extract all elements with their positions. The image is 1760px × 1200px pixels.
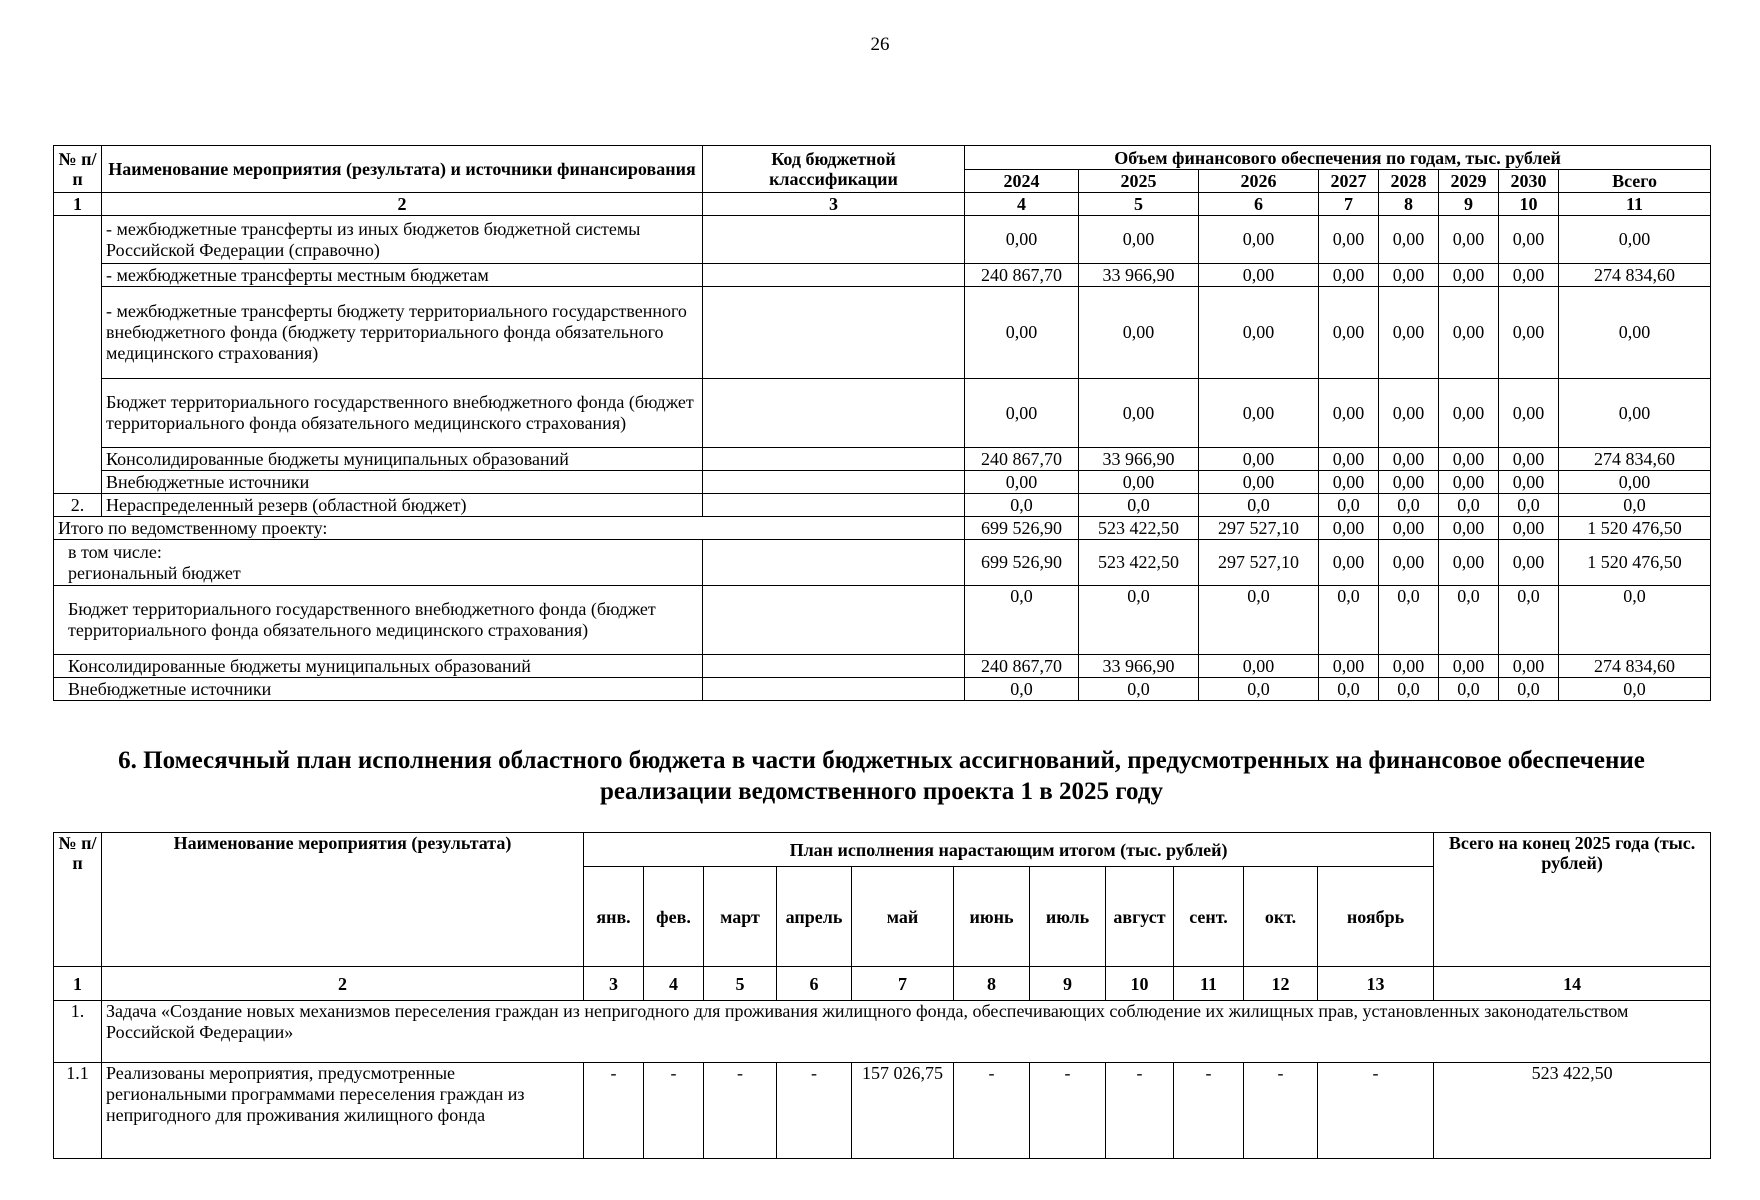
subtotal-name: Консолидированные бюджеты муниципальных образований	[54, 655, 703, 678]
section-6-title: 6. Помесячный план исполнения областного бюджета в части бюджетных ассигнований, предусмотренных на финансовое обеспечение реализации ведомственного проекта 1 в 2025 году	[118, 747, 1645, 805]
subtotal-value: 0,00	[1439, 655, 1499, 678]
col-number: 11	[1559, 193, 1711, 216]
month-value: -	[1030, 1063, 1106, 1159]
table-row	[54, 216, 1711, 264]
row-value: 33 966,90	[1079, 264, 1199, 287]
subtotal-value: 0,00	[1499, 540, 1559, 586]
subtotal-value: 0,0	[1379, 586, 1439, 655]
table-row	[54, 287, 1711, 379]
total-value: 0,00	[1499, 517, 1559, 540]
row-code	[703, 264, 965, 287]
month-value: -	[1106, 1063, 1174, 1159]
task-row	[54, 1001, 1711, 1063]
subtotal-name: в том числе: региональный бюджет	[54, 540, 703, 586]
header-year: 2027	[1319, 170, 1379, 193]
row-value: 0,00	[1439, 448, 1499, 471]
subtotal-value: 0,0	[1559, 678, 1711, 701]
row-value: 0,0	[1379, 494, 1439, 517]
row-value: 0,00	[1379, 379, 1439, 448]
col-number: 2	[102, 193, 703, 216]
total-value: 699 526,90	[965, 517, 1079, 540]
subtotal-value: 0,0	[1079, 678, 1199, 701]
col-number: 4	[965, 193, 1079, 216]
row-value: 0,00	[1559, 379, 1711, 448]
row-value: 0,00	[965, 471, 1079, 494]
row-value: 274 834,60	[1559, 264, 1711, 287]
col-number: 4	[644, 967, 704, 1001]
col-number: 6	[1199, 193, 1319, 216]
row-value: 0,00	[1199, 287, 1319, 379]
table-row	[54, 264, 1711, 287]
row-value: 0,00	[1559, 216, 1711, 264]
col-number: 2	[102, 967, 584, 1001]
header-num: № п/п	[54, 146, 102, 193]
header-month: май	[852, 867, 954, 967]
col-number: 12	[1244, 967, 1318, 1001]
month-value: -	[704, 1063, 777, 1159]
header-year: 2026	[1199, 170, 1319, 193]
row-value: 0,00	[1379, 264, 1439, 287]
col-number: 5	[704, 967, 777, 1001]
subtotal-value: 0,0	[1319, 586, 1379, 655]
month-value: -	[1318, 1063, 1434, 1159]
subtotal-value: 0,0	[1499, 586, 1559, 655]
page-number: 26	[870, 34, 890, 55]
row-code	[703, 287, 965, 379]
subtotal-value: 0,0	[965, 586, 1079, 655]
subtotal-value: 523 422,50	[1079, 540, 1199, 586]
row-code	[703, 586, 965, 655]
subtotal-row	[54, 678, 1711, 701]
row-code	[703, 379, 965, 448]
row-value: 0,00	[1199, 264, 1319, 287]
row-value: 0,0	[1199, 494, 1319, 517]
subtotal-value: 0,0	[1379, 678, 1439, 701]
row-name: - межбюджетные трансферты местным бюджетам	[102, 264, 703, 287]
row-value: 0,00	[1439, 471, 1499, 494]
row-name: - межбюджетные трансферты бюджету территориального государственного внебюджетного фонда (бюджету территориального фонда обязательного медицинского страхования)	[102, 287, 703, 379]
row-code	[703, 540, 965, 586]
table-row	[54, 379, 1711, 448]
subtotal-value: 240 867,70	[965, 655, 1079, 678]
col-number: 13	[1318, 967, 1434, 1001]
subtotal-value: 699 526,90	[965, 540, 1079, 586]
row-value: 0,00	[1499, 264, 1559, 287]
row-value: 0,00	[1499, 379, 1559, 448]
month-value: 157 026,75	[852, 1063, 954, 1159]
subtotal-value: 0,00	[1379, 655, 1439, 678]
row-value: 0,0	[1439, 494, 1499, 517]
monthly-plan-table	[53, 832, 1711, 1159]
row-value: 0,00	[1079, 216, 1199, 264]
row-value: 0,0	[1499, 494, 1559, 517]
header-month: март	[704, 867, 777, 967]
header-month: сент.	[1174, 867, 1244, 967]
row-value: 0,00	[1439, 216, 1499, 264]
col-number: 3	[584, 967, 644, 1001]
subtotal-value: 0,00	[1439, 540, 1499, 586]
subtotal-value: 0,00	[1379, 540, 1439, 586]
row-value: 0,00	[1439, 287, 1499, 379]
item-num: 1.1	[54, 1063, 102, 1159]
table-row	[54, 448, 1711, 471]
row-value: 0,00	[1199, 471, 1319, 494]
row-value: 0,0	[965, 494, 1079, 517]
subtotal-value: 0,00	[1319, 540, 1379, 586]
col-number: 9	[1439, 193, 1499, 216]
row-value: 0,00	[1319, 264, 1379, 287]
subtotal-value: 0,00	[1319, 655, 1379, 678]
row-value: 33 966,90	[1079, 448, 1199, 471]
table-row	[54, 494, 1711, 517]
row-value: 0,00	[1079, 471, 1199, 494]
col-number: 8	[1379, 193, 1439, 216]
row-value: 0,00	[1499, 448, 1559, 471]
header-month: фев.	[644, 867, 704, 967]
header-year: 2025	[1079, 170, 1199, 193]
row-name: Нераспределенный резерв (областной бюджет)	[102, 494, 703, 517]
subtotal-value: 0,0	[965, 678, 1079, 701]
total-value: 0,00	[1379, 517, 1439, 540]
header-year: 2029	[1439, 170, 1499, 193]
row-value: 0,00	[1439, 379, 1499, 448]
total-row	[54, 517, 1711, 540]
table-row	[54, 471, 1711, 494]
column-numbers-row	[54, 967, 1711, 1001]
subtotal-row	[54, 655, 1711, 678]
col-number: 6	[777, 967, 852, 1001]
col-number: 7	[852, 967, 954, 1001]
row-value: 0,0	[1079, 494, 1199, 517]
month-value: -	[1174, 1063, 1244, 1159]
header-name: Наименование мероприятия (результата) и источники финансирования	[102, 146, 703, 193]
year-total-value: 523 422,50	[1434, 1063, 1711, 1159]
header-month: ноябрь	[1318, 867, 1434, 967]
header-name: Наименование мероприятия (результата)	[102, 833, 584, 967]
row-num: 2.	[54, 494, 102, 517]
header-year: 2024	[965, 170, 1079, 193]
row-code	[703, 494, 965, 517]
row-value: 0,00	[1199, 448, 1319, 471]
row-value: 0,00	[1439, 264, 1499, 287]
header-volume: Объем финансового обеспечения по годам, тыс. рублей	[965, 146, 1711, 170]
header-total: Всего	[1559, 170, 1711, 193]
total-value: 523 422,50	[1079, 517, 1199, 540]
row-value: 0,00	[1499, 216, 1559, 264]
col-number: 1	[54, 967, 102, 1001]
col-number: 8	[954, 967, 1030, 1001]
col-number: 1	[54, 193, 102, 216]
task-text: Задача «Создание новых механизмов переселения граждан из непригодного для проживания жилищного фонда, обеспечивающих соблюдение их жилищных прав, установленных законодательством Российской Федерации»	[102, 1001, 1711, 1063]
row-value: 0,00	[965, 216, 1079, 264]
row-value: 240 867,70	[965, 448, 1079, 471]
col-number: 7	[1319, 193, 1379, 216]
header-month: окт.	[1244, 867, 1318, 967]
row-value: 0,00	[1379, 448, 1439, 471]
header-year: 2028	[1379, 170, 1439, 193]
subtotal-value: 0,0	[1199, 678, 1319, 701]
row-value: 240 867,70	[965, 264, 1079, 287]
row-value: 0,00	[1199, 216, 1319, 264]
col-number: 9	[1030, 967, 1106, 1001]
row-value: 0,00	[1319, 216, 1379, 264]
row-value: 0,00	[1379, 287, 1439, 379]
subtotal-value: 0,00	[1499, 655, 1559, 678]
row-code	[703, 471, 965, 494]
subtotal-value: 33 966,90	[1079, 655, 1199, 678]
header-code: Код бюджетной классификации	[703, 146, 965, 193]
total-value: 0,00	[1319, 517, 1379, 540]
row-code	[703, 655, 965, 678]
row-value: 0,00	[965, 287, 1079, 379]
subtotal-row	[54, 586, 1711, 655]
financing-table	[53, 145, 1711, 701]
col-number: 14	[1434, 967, 1711, 1001]
subtotal-value: 0,0	[1319, 678, 1379, 701]
subtotal-row	[54, 540, 1711, 586]
row-value: 0,00	[1559, 287, 1711, 379]
subtotal-value: 0,00	[1199, 655, 1319, 678]
month-value: -	[1244, 1063, 1318, 1159]
row-name: Бюджет территориального государственного внебюджетного фонда (бюджет территориального фонда обязательного медицинского страхования)	[102, 379, 703, 448]
row-code	[703, 216, 965, 264]
subtotal-value: 274 834,60	[1559, 655, 1711, 678]
col-number: 10	[1499, 193, 1559, 216]
subtotal-value: 0,0	[1439, 586, 1499, 655]
header-plan: План исполнения нарастающим итогом (тыс. рублей)	[584, 833, 1434, 867]
row-name: Внебюджетные источники	[102, 471, 703, 494]
row-value: 0,00	[1379, 471, 1439, 494]
col-number: 3	[703, 193, 965, 216]
header-month: апрель	[777, 867, 852, 967]
task-num: 1.	[54, 1001, 102, 1063]
subtotal-value: 1 520 476,50	[1559, 540, 1711, 586]
subtotal-value: 0,0	[1439, 678, 1499, 701]
row-name: Консолидированные бюджеты муниципальных образований	[102, 448, 703, 471]
row-value: 0,00	[1379, 216, 1439, 264]
row-value: 0,00	[1319, 287, 1379, 379]
row-num	[54, 216, 102, 494]
item-row	[54, 1063, 1711, 1159]
row-value: 0,00	[965, 379, 1079, 448]
row-value: 0,00	[1319, 379, 1379, 448]
row-value: 0,00	[1499, 287, 1559, 379]
subtotal-value: 0,0	[1559, 586, 1711, 655]
subtotal-name: Внебюджетные источники	[54, 678, 703, 701]
row-value: 0,0	[1319, 494, 1379, 517]
total-value: 0,00	[1439, 517, 1499, 540]
row-value: 0,00	[1079, 287, 1199, 379]
row-value: 0,00	[1499, 471, 1559, 494]
col-number: 5	[1079, 193, 1199, 216]
item-name: Реализованы мероприятия, предусмотренные региональными программами переселения граждан из непригодного для проживания жилищного фонда	[102, 1063, 584, 1159]
month-value: -	[644, 1063, 704, 1159]
header-month: янв.	[584, 867, 644, 967]
row-value: 0,00	[1319, 448, 1379, 471]
month-value: -	[954, 1063, 1030, 1159]
header-month: июль	[1030, 867, 1106, 967]
subtotal-value: 0,0	[1199, 586, 1319, 655]
total-label: Итого по ведомственному проекту:	[54, 517, 965, 540]
row-value: 0,00	[1199, 379, 1319, 448]
header-year: 2030	[1499, 170, 1559, 193]
row-value: 0,00	[1319, 471, 1379, 494]
column-numbers-row	[54, 193, 1711, 216]
col-number: 11	[1174, 967, 1244, 1001]
month-value: -	[584, 1063, 644, 1159]
header-year-total: Всего на конец 2025 года (тыс. рублей)	[1434, 833, 1711, 967]
subtotal-value: 0,0	[1079, 586, 1199, 655]
subtotal-value: 0,0	[1499, 678, 1559, 701]
col-number: 10	[1106, 967, 1174, 1001]
subtotal-name: Бюджет территориального государственного внебюджетного фонда (бюджет территориального фонда обязательного медицинского страхования)	[54, 586, 703, 655]
month-value: -	[777, 1063, 852, 1159]
header-month: август	[1106, 867, 1174, 967]
subtotal-value: 297 527,10	[1199, 540, 1319, 586]
header-month: июнь	[954, 867, 1030, 967]
header-num: № п/п	[54, 833, 102, 967]
row-name: - межбюджетные трансферты из иных бюджетов бюджетной системы Российской Федерации (справочно)	[102, 216, 703, 264]
total-value: 1 520 476,50	[1559, 517, 1711, 540]
row-value: 0,00	[1079, 379, 1199, 448]
row-code	[703, 448, 965, 471]
row-value: 0,00	[1559, 471, 1711, 494]
row-value: 274 834,60	[1559, 448, 1711, 471]
row-value: 0,0	[1559, 494, 1711, 517]
row-code	[703, 678, 965, 701]
total-value: 297 527,10	[1199, 517, 1319, 540]
